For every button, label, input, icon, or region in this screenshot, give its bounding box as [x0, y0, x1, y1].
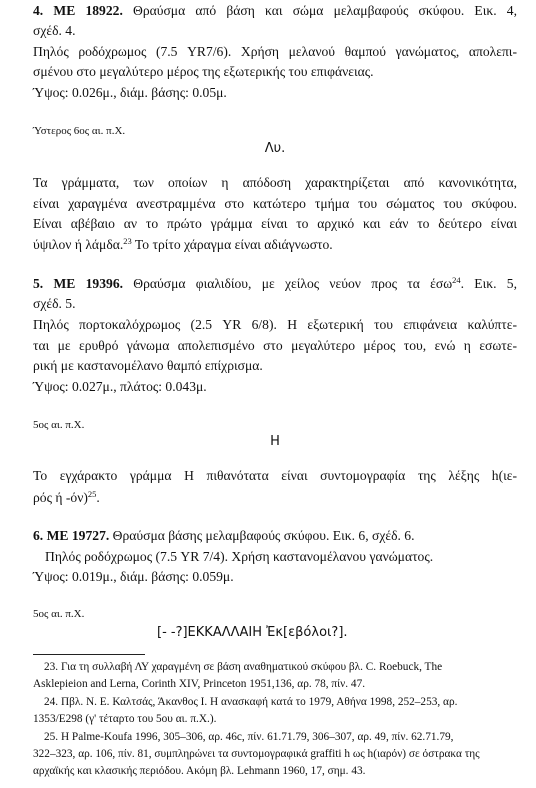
entry-4-comment-4: [33, 235, 517, 255]
footnote-24-line-1: 24. Πβλ. Ν. Ε. Καλτσάς, Άκανθος Ι. Η ανασκαφή κατά το 1979, Αθήνα 1998, 252–253, αρ.: [44, 696, 458, 708]
entry-4-dimensions: Ύψος: 0.026μ., διάμ. βάσης: 0.05μ.: [33, 85, 227, 100]
entry-4-inscription: Λυ.: [264, 141, 286, 156]
entry-4-clay-line: Πηλός ροδόχρωμος (7.5 YR7/6). Χρήση μελανού θαμπού γανώματος, απολεπι-: [33, 44, 517, 59]
entry-4-comment-4b: Το τρίτο χάραγμα είναι αδιάγνωστο.: [131, 237, 333, 252]
entry-5-title: Θραύσμα φιαλιδίου, με χείλος νεύον προς τα έσω: [123, 276, 453, 291]
footnote-rule: [33, 654, 145, 655]
entry-6-inscription-text: [- -?]ΕΚΚΑΛΛΑΙΗ Ἐκ[εβόλοι?].: [157, 625, 348, 640]
footnote-ref-23[interactable]: 23: [123, 236, 132, 246]
entry-4-comment-3: Είναι αβέβαιο αν το πρώτο γράμμα είναι το αρχικό και εάν το δεύτερο είναι: [33, 216, 517, 231]
entry-6-title: Θραύσμα βάσης μελαμβαφούς σκύφου. Εικ. 6, σχέδ. 6.: [109, 528, 415, 543]
entry-4-title: Θραύσμα από βάση και σώμα μελαμβαφούς σκύφου. Εικ. 4,: [122, 3, 517, 18]
entry-5-comment-2a: ρός ή -όν): [33, 490, 88, 505]
entry-6-inscription: [157, 622, 517, 643]
entry-5-clay-line-cont: ται με ερυθρό γάνωμα απολεπισμένο στο μεγαλύτερο μέρος του, ενώ η εσωτε-: [33, 338, 517, 353]
entry-4-figure-ref: σχέδ. 4.: [33, 23, 76, 38]
entry-4-number: 4. ΜΕ 18922.: [33, 3, 123, 18]
entry-5-number: 5. ΜΕ 19396.: [33, 276, 124, 291]
footnote-25-line-2: 322–323, αρ. 106, πίν. 81, συμπληρώνει τα συντομογραφικά graffiti h ως h(ιαρόν) σε όστρακα της: [33, 748, 480, 760]
entry-5-inscription: Η: [270, 434, 280, 449]
footnote-ref-24[interactable]: 24: [452, 275, 461, 285]
entry-5-comment-2b: .: [96, 490, 100, 505]
entry-6-heading: [33, 526, 517, 546]
footnote-24-line-2: 1353/Ε298 (γ' τέταρτο του 5ου αι. π.Χ.).: [33, 713, 217, 725]
entry-5-figure-ref: σχέδ. 5.: [33, 296, 76, 311]
entry-4-date: Ύστερος 6ος αι. π.Χ.: [33, 125, 126, 137]
entry-5-title-end: . Εικ. 5,: [460, 276, 517, 291]
entry-6-number: 6. ΜΕ 19727.: [33, 528, 110, 543]
entry-5-heading: [33, 274, 517, 294]
entry-6-dimensions: Ύψος: 0.019μ., διάμ. βάσης: 0.059μ.: [33, 569, 234, 584]
footnote-ref-25[interactable]: 25: [87, 489, 97, 499]
entry-5-dimensions: Ύψος: 0.027μ., πλάτος: 0.043μ.: [33, 379, 207, 394]
footnote-25-line-3: αρχαϊκής και κλασικής περιόδου. Ακόμη βλ. Lehmann 1960, 17, σημ. 43.: [33, 765, 366, 777]
entry-5-clay-line-end: ρική με καστανομέλανο θαμπό επίχρισμα.: [33, 358, 263, 373]
footnote-23-line-2: Asklepieion and Lerna, Corinth XIV, Princeton 1951,136, αρ. 78, πίν. 47.: [33, 678, 366, 690]
entry-4-clay-line-cont: σμένου στο μεγαλύτερο μέρος της εξωτερικής του επιφάνειας.: [33, 64, 374, 79]
entry-5-comment-2: [33, 488, 517, 508]
footnote-23-line-1: 23. Για τη συλλαβή ΛΥ χαραγμένη σε βάση αναθηματικού σκύφου βλ. C. Roebuck, The: [44, 661, 443, 673]
entry-4-comment-4a: ύψιλον ή λάμδα.: [33, 237, 124, 252]
entry-5-date: 5ος αι. π.Χ.: [33, 419, 85, 431]
entry-4-comment-2: είναι χαραγμένα ανεστραμμένα στο κατώτερο τμήμα του σώματος του σκύφου.: [33, 196, 517, 211]
entry-6-clay-line: Πηλός ροδόχρωμος (7.5 YR 7/4). Χρήση καστανομέλανου γανώματος.: [45, 549, 434, 564]
entry-4-comment-1: Τα γράμματα, των οποίων η απόδοση χαρακτηρίζεται από κανονικότητα,: [33, 175, 517, 190]
entry-5-comment-1: Το εγχάρακτο γράμμα Η πιθανότατα είναι συντομογραφία της λέξης h(ιε-: [33, 468, 517, 483]
entry-6-date: 5ος αι. π.Χ.: [33, 608, 85, 620]
footnote-25-line-1: 25. Η Palme-Koufa 1996, 305–306, αρ. 46c, πίν. 61.71.79, 306–307, αρ. 49, πίν. 62.71.79,: [44, 731, 454, 743]
entry-4-heading: [33, 1, 517, 21]
entry-5-clay-line: Πηλός πορτοκαλόχρωμος (2.5 YR 6/8). Η εξωτερική του επιφάνεια καλύπτε-: [33, 317, 517, 332]
